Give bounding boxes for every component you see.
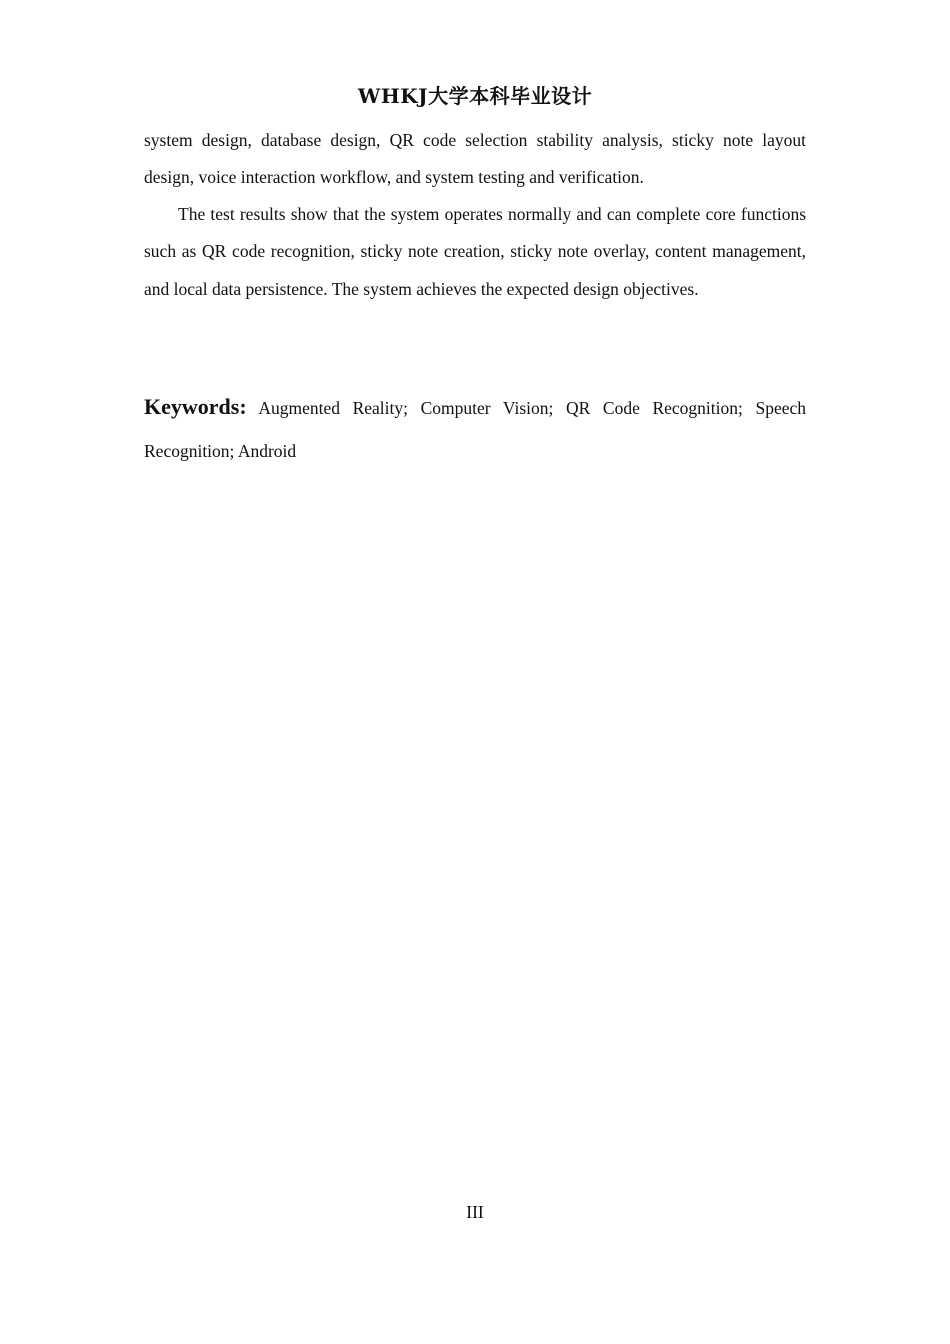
abstract-paragraph-results: The test results show that the system operates normally and can complete core functions such as QR code recognition, sticky note creation, sticky note overlay, content management, and local data persistence. The system achieves the expected design objectives. <box>144 204 806 299</box>
running-header: WHKJ大学本科毕业设计 <box>357 84 593 108</box>
keywords-label: Keywords: <box>144 394 247 419</box>
keywords-text: Augmented Reality; Computer Vision; QR Code Recognition; Speech Recognition; Android <box>144 398 806 461</box>
abstract-paragraph-continued: system design, database design, QR code selection stability analysis, sticky note layout design, voice interaction workflow, and system testing and verification. <box>144 130 806 188</box>
page-number: III <box>466 1202 484 1222</box>
keywords-line <box>144 385 806 473</box>
